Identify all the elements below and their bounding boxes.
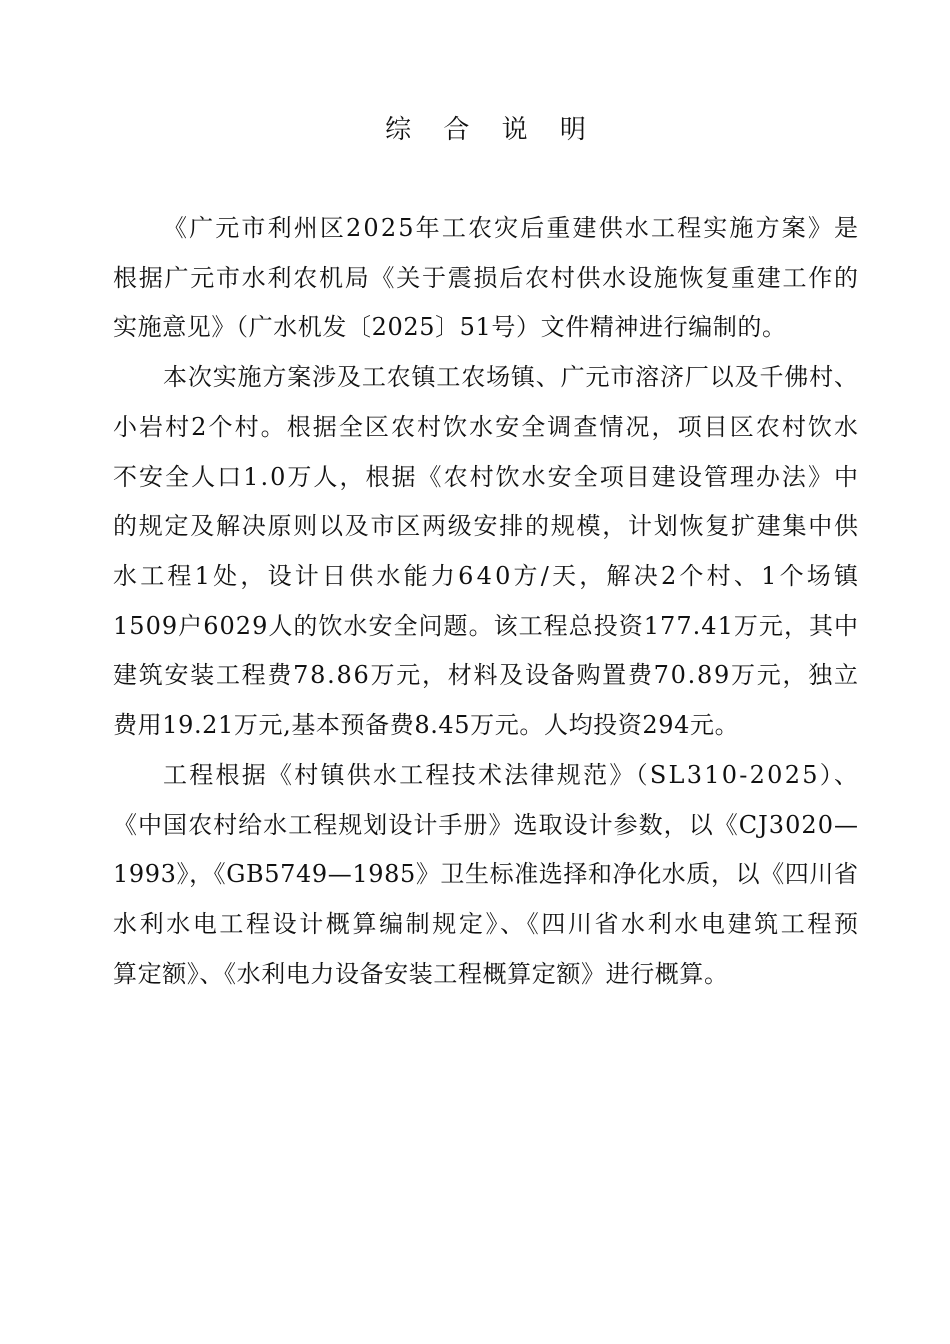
text-line-content: 本次实施方案涉及工农镇工农场镇、广元市溶济厂以及千佛村、 (163, 363, 859, 392)
text-line (113, 303, 858, 353)
text-line-content: 的规定及解决原则以及市区两级安排的规模，计划恢复扩建集中供 (113, 512, 860, 541)
paragraph-2 (113, 353, 862, 751)
text-line-content: 不安全人口1.0万人，根据《农村饮水安全项目建设管理办法》中 (113, 462, 861, 491)
text-line (113, 850, 858, 900)
text-line-content: 算定额》、《水利电力设备安装工程概算定额》进行概算。 (113, 959, 729, 988)
text-line-content: 水利水电工程设计概算编制规定》、《四川省水利水电建筑工程预 (113, 910, 861, 939)
page-title: 综 合 说 明 (385, 115, 598, 145)
text-line (113, 502, 858, 552)
text-line-content: 1509户6029人的饮水安全问题。该工程总投资177.41万元，其中 (113, 611, 860, 640)
text-line (113, 900, 861, 950)
text-line-content: 根据广元市水利农机局《关于震损后农村供水设施恢复重建工作的 (113, 263, 860, 292)
text-line (113, 204, 861, 254)
text-line (113, 701, 858, 751)
text-line (113, 353, 858, 403)
text-line-content: 1993》，《GB5749—1985》卫生标准选择和净化水质，以《四川省 (113, 860, 859, 889)
text-line (113, 403, 861, 453)
text-line-content: 建筑安装工程费78.86万元，材料及设备购置费70.89万元，独立 (113, 661, 860, 690)
text-line (113, 552, 862, 602)
text-line (113, 801, 858, 851)
text-line (113, 254, 858, 304)
text-line-content: 《广元市利州区2025年工农灾后重建供水工程实施方案》是 (163, 214, 861, 242)
paragraph-1 (113, 204, 861, 353)
text-line (113, 651, 858, 701)
text-line-content: 实施意见》（广水机发〔2025〕51号）文件精神进行编制的。 (113, 313, 787, 342)
text-line-content: 小岩村2个村。根据全区农村饮水安全调查情况，项目区农村饮水 (113, 412, 861, 441)
text-line (113, 602, 858, 652)
paragraph-3 (113, 751, 861, 1000)
document-body (113, 204, 862, 1000)
text-line (113, 950, 858, 1000)
text-line-content: 工程根据《村镇供水工程技术法律规范》（SL310-2025）、 (163, 760, 861, 789)
text-line-content: 水工程1处，设计日供水能力640方/天，解决2个村、1个场镇 (113, 562, 862, 591)
text-line (113, 751, 861, 801)
text-line-content: 费用19.21万元,基本预备费8.45万元。人均投资294元。 (113, 711, 740, 740)
text-line (113, 453, 861, 503)
text-line-content: 《中国农村给水工程规划设计手册》选取设计参数，以《CJ3020— (113, 810, 860, 839)
